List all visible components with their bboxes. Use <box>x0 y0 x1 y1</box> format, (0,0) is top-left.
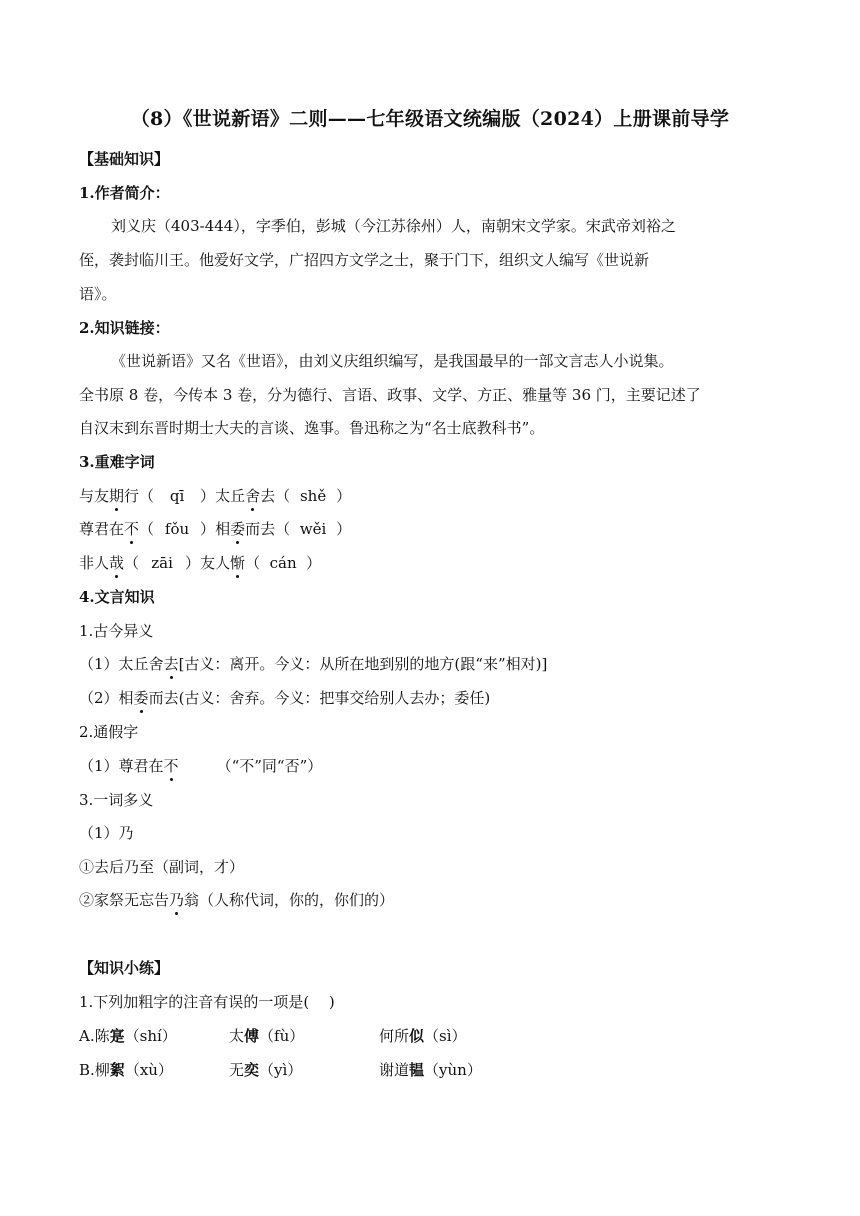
option-choice: 无奕（yì） <box>229 1061 303 1079</box>
author-line-3: 语》。 <box>79 285 117 303</box>
link-line-2: 全书原 8 卷，今传本 3 卷，分为德行、言语、政事、文学、方正、雅量等 36 门，主要记述了 <box>79 386 701 404</box>
option-choice: A.陈寔（shí） <box>79 1027 177 1045</box>
author-heading: 1.作者简介： <box>79 184 170 202</box>
word-item: 太丘舍去（ shě ） <box>215 487 352 505</box>
option-a <box>79 1026 467 1046</box>
classical-item: ①去后乃至（副词，才） <box>79 858 245 876</box>
word-item: 友人惭（ cán ） <box>200 554 322 572</box>
page-title: （8）《世说新语》二则——七年级语文统编版（2024）上册课前导学 <box>130 108 730 130</box>
option-choice: B.柳絮（xù） <box>79 1061 173 1079</box>
classical-item: （1）乃 <box>79 824 134 842</box>
pinyin: cán <box>269 554 297 572</box>
sub-heading-tongjia: 2.通假字 <box>79 723 139 741</box>
classical-item: （2）相委而去(古义：舍弃。今义：把事交给别人去办；委任) <box>79 689 491 707</box>
option-choice: 何所似（sì） <box>379 1027 467 1045</box>
option-choice: 太傅（fù） <box>229 1027 305 1045</box>
section-heading-practice: 【知识小练】 <box>79 959 170 977</box>
word-item: 尊君在不（ fǒu ） <box>79 520 216 538</box>
words-heading: 3.重难字词 <box>79 453 155 471</box>
pinyin: fǒu <box>164 520 190 538</box>
word-item: 相委而去（ wěi ） <box>215 520 352 538</box>
practice-question: 1.下列加粗字的注音有误的一项是( ) <box>79 993 335 1011</box>
link-line-3: 自汉末到东晋时期士大夫的言谈、逸事。鲁迅称之为“名士底教科书”。 <box>79 419 545 437</box>
words-row <box>79 553 321 573</box>
author-line-1: 刘义庆（403-444），字季伯，彭城（今江苏徐州）人，南朝宋文学家。宋武帝刘裕之 <box>111 217 676 235</box>
sub-heading-polysemy: 3.一词多义 <box>79 791 154 809</box>
option-choice: 谢道韫（yùn） <box>379 1061 482 1079</box>
pinyin: zāi <box>151 554 173 572</box>
option-b <box>79 1060 482 1080</box>
classical-item: ②家祭无忘告乃翁（人称代词，你的，你们的） <box>79 891 395 909</box>
classical-item: （1）尊君在不 （“不”同“否”） <box>79 757 323 775</box>
author-line-2: 侄，袭封临川王。他爱好文学，广招四方文学之士，聚于门下，组织文人编写《世说新 <box>79 251 650 269</box>
classical-item: （1）太丘舍去[古义：离开。今义：从所在地到别的地方(跟“来”相对)] <box>79 655 548 673</box>
sub-heading-ancient-modern: 1.古今异义 <box>79 622 154 640</box>
section-heading-basic: 【基础知识】 <box>79 150 170 168</box>
pinyin: shě <box>299 487 327 505</box>
pinyin: qī <box>169 487 185 505</box>
link-heading: 2.知识链接： <box>79 319 170 337</box>
pinyin: wěi <box>299 520 327 538</box>
words-row <box>79 486 351 506</box>
classical-heading: 4.文言知识 <box>79 588 155 606</box>
word-item: 与友期行（ qī ） <box>79 487 216 505</box>
link-line-1: 《世说新语》又名《世语》，由刘义庆组织编写，是我国最早的一部文言志人小说集。 <box>111 352 674 370</box>
words-row <box>79 519 351 539</box>
word-item: 非人哉（ zāi ） <box>79 554 201 572</box>
